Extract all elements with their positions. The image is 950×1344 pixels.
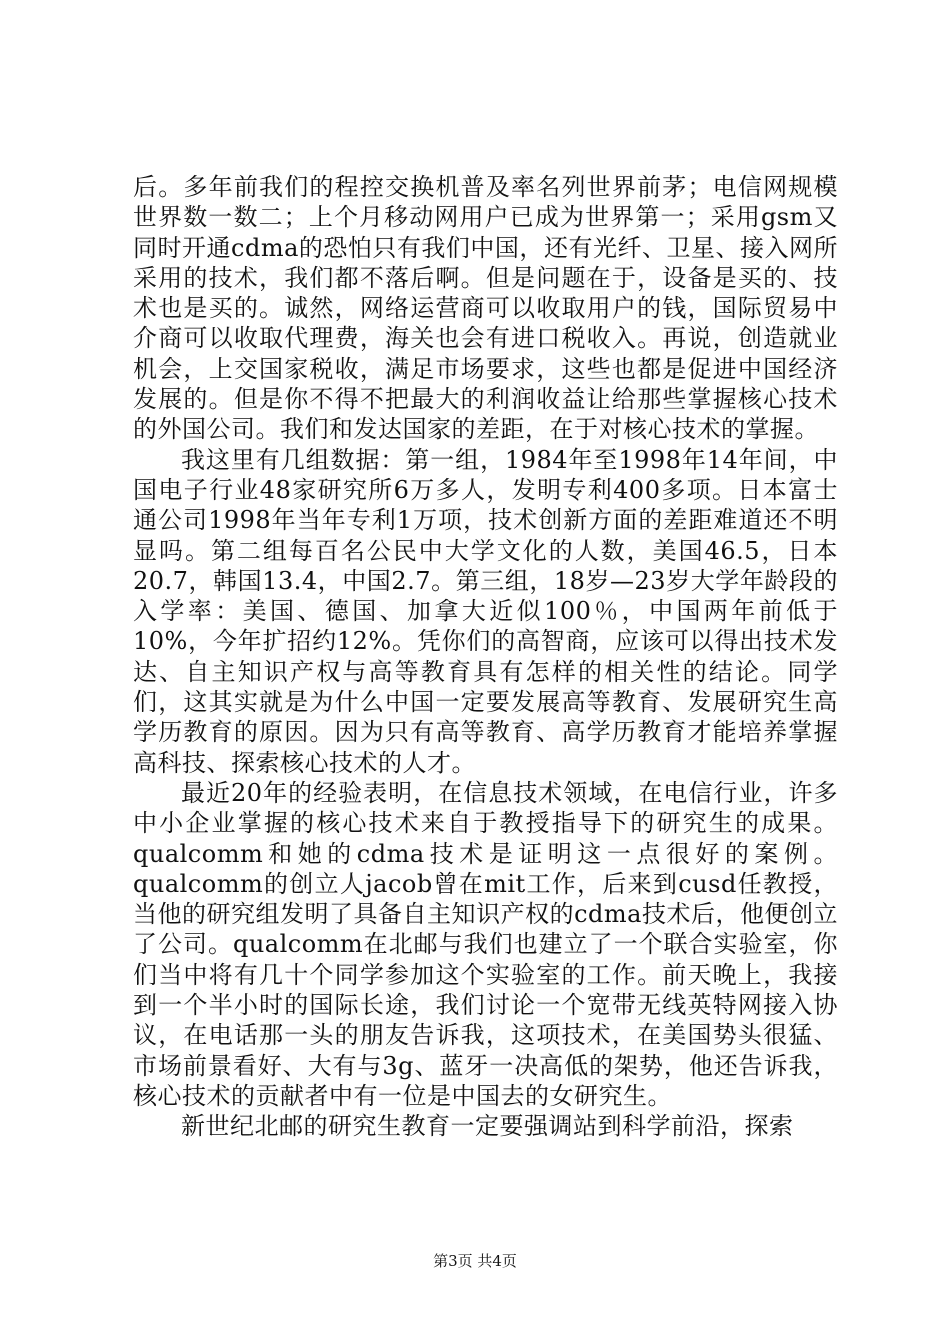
page-number-footer: 第3页 共4页 bbox=[433, 1252, 517, 1270]
paragraph-4: 新世纪北邮的研究生教育一定要强调站到科学前沿，探索 bbox=[181, 1112, 794, 1141]
paragraph-2: 我这里有几组数据：第一组，1984年至1998年14年间，中国电子行业48家研究所6万多人，发明专利400多项。日本富士通公司1998年当年专利1万项，技术创新方面的差距难道还不明显吗。第二组每百名公民中大学文化的人数，美国46.5，日本20.7，韩国13.4，中国2.7。第三组，18岁—23岁大学年龄段的入学率：美国、德国、加拿大近似100％，中国两年前低于10%，今年扩招约12%。凭你们的高智商，应该可以得出技术发达、自主知识产权与高等教育具有怎样的相关性的结论。同学们，这其实就是为什么中国一定要发展高等教育、发展研究生高学历教育的原因。因为只有高等教育、高学历教育才能培养掌握高科技、探索核心技术的人才。 bbox=[133, 445, 838, 777]
paragraph-3: 最近20年的经验表明，在信息技术领域，在电信行业，许多中小企业掌握的核心技术来自于教授指导下的研究生的成果。qualcomm和她的cdma技术是证明这一点很好的案例。qualcomm的创立人jacob曾在mit工作，后来到cusd任教授，当他的研究组发明了具备自主知识产权的cdma技术后，他便创立了公司。qualcomm在北邮与我们也建立了一个联合实验室，你们当中将有几十个同学参加这个实验室的工作。前天晚上，我接到一个半小时的国际长途，我们讨论一个宽带无线英特网接入协议，在电话那一头的朋友告诉我，这项技术，在美国势头很猛、市场前景看好、大有与3g、蓝牙一决高低的架势，他还告诉我，核心技术的贡献者中有一位是中国去的女研究生。 bbox=[133, 778, 838, 1110]
paragraph-1: 后。多年前我们的程控交换机普及率名列世界前茅；电信网规模世界数一数二；上个月移动网用户已成为世界第一；采用gsm又同时开通cdma的恐怕只有我们中国，还有光纤、卫星、接入网所采用的技术，我们都不落后啊。但是问题在于，设备是买的、技术也是买的。诚然，网络运营商可以收取用户的钱，国际贸易中介商可以收取代理费，海关也会有进口税收入。再说，创造就业机会，上交国家税收，满足市场要求，这些也都是促进中国经济发展的。但是你不得不把最大的利润收益让给那些掌握核心技术的外国公司。我们和发达国家的差距，在于对核心技术的掌握。 bbox=[133, 173, 838, 444]
document-body bbox=[133, 172, 838, 1142]
